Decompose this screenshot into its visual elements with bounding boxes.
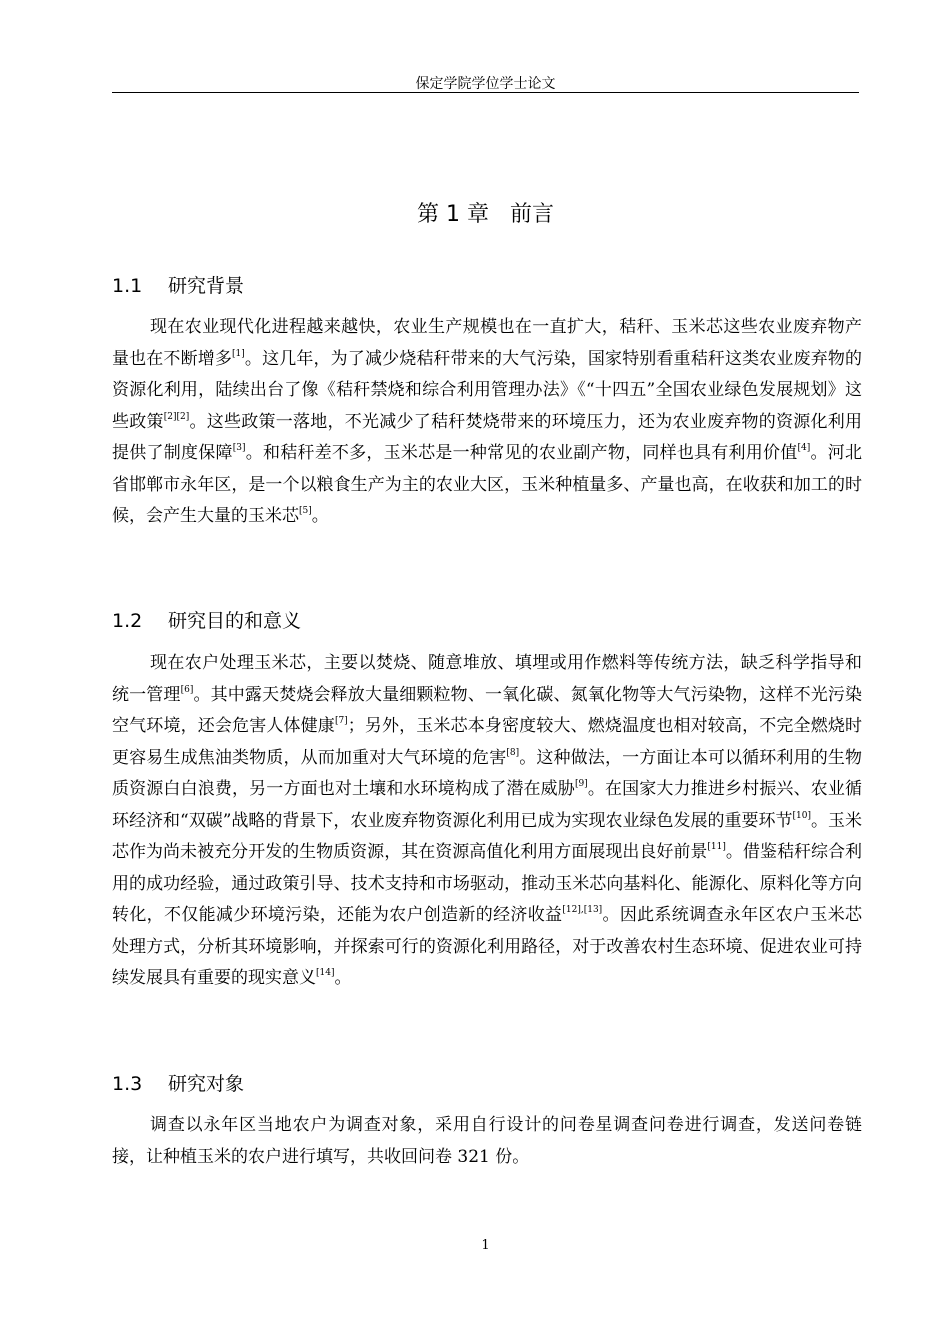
paragraph-text: 。和秸秆差不多，玉米芯是一种常见的农业副产物，同样也具有利用价值: [245, 443, 798, 463]
section-paragraph-1-1: [112, 312, 862, 533]
citation-ref: [4]: [797, 443, 811, 453]
section-heading-1-2: [112, 607, 301, 635]
paragraph-text: 。: [311, 506, 329, 526]
paragraph-text: 现在农户处理玉米芯，主要以焚烧、随意堆放、填埋或用作燃料等传统方法，缺乏科学指导和统一管理: [112, 653, 862, 705]
citation-ref: [2][2]: [163, 411, 190, 422]
section-title: 研究目的和意义: [168, 610, 302, 632]
section-number: 1.1: [112, 275, 143, 297]
citation-ref: [14]: [316, 968, 335, 978]
page-header: 保定学院学位学士论文: [415, 76, 556, 92]
paragraph-text: 调查以永年区当地农户为调查对象，采用自行设计的问卷星调查问卷进行调查，发送问卷链接，让种植玉米的农户进行填写，共收回问卷 321 份。: [112, 1115, 862, 1167]
chapter-title: [112, 198, 859, 232]
paragraph-text: 。这几年，为了减少烧秸秆带来的大气污染，国家特别看重秸秆这类农业废弃物的资源化利用，陆续出台了像《秸秆禁烧和综合利用管理办法》《“十四五”全国农业绿色发展规划》这些政策: [112, 348, 863, 432]
chapter-name: 前言: [509, 202, 554, 227]
section-heading-1-1: [112, 272, 244, 300]
section-paragraph-1-3: [112, 1110, 862, 1173]
paragraph-text: 。在国家大力推进乡村振兴、农业循环经济和“双碳”战略的背景下，农业废弃物资源化利用已成为实现农业绿色发展的重要环节: [112, 779, 863, 831]
page-number: 1: [481, 1238, 490, 1253]
citation-ref: [3]: [232, 443, 246, 453]
header-rule: [112, 92, 859, 93]
citation-ref: [9]: [574, 779, 588, 789]
citation-ref: [11]: [707, 842, 726, 852]
section-title: 研究背景: [168, 275, 245, 297]
paragraph-text: 。这些政策一落地，不光减少了秸秆焚烧带来的环境压力，还为农业废弃物的资源化利用提供了制度保障: [112, 411, 862, 463]
paragraph-text: 。河北省邯郸市永年区，是一个以粮食生产为主的农业大区，玉米种植量多、产量也高，在收获和加工的时候，会产生大量的玉米芯: [112, 443, 863, 526]
paragraph-text: 。借鉴秸秆综合利用的成功经验，通过政策引导、技术支持和市场驱动，推动玉米芯向基料化、能源化、原料化等方向转化，不仅能减少环境污染，还能为农户创造新的经济收益: [112, 842, 863, 925]
citation-ref: [6]: [180, 684, 194, 695]
citation-ref: [1]: [232, 348, 245, 359]
paragraph-text: 。因此系统调查永年区农户玉米芯处理方式，分析其环境影响，并探索可行的资源化利用路径，对于改善农村生态环境、促进农业可持续发展具有重要的现实意义: [112, 905, 863, 988]
paragraph-text: 。: [334, 968, 352, 988]
section-paragraph-1-2: [112, 648, 862, 995]
section-title: 研究对象: [168, 1073, 245, 1095]
citation-ref: [12],[13]: [562, 905, 603, 915]
paragraph-text: 。玉米芯作为尚未被充分开发的生物质资源，其在资源高值化利用方面展现出良好前景: [112, 810, 862, 862]
chapter-number: 第 1 章: [417, 202, 489, 227]
paragraph-text: 。其中露天焚烧会释放大量细颗粒物、一氧化碳、氮氧化物等大气污染物，这样不光污染空气环境，还会危害人体健康: [112, 684, 863, 736]
citation-ref: [10]: [792, 810, 811, 821]
paragraph-text: 现在农业现代化进程越来越快，农业生产规模也在一直扩大，秸秆、玉米芯这些农业废弃物产量也在不断增多: [112, 317, 862, 369]
section-number: 1.3: [112, 1073, 143, 1095]
section-heading-1-3: [112, 1070, 244, 1098]
citation-ref: [8]: [506, 747, 520, 758]
citation-ref: [5]: [299, 506, 312, 516]
section-number: 1.2: [112, 610, 143, 632]
paragraph-text: ；另外，玉米芯本身密度较大、燃烧温度也相对较高，不完全燃烧时更容易生成焦油类物质，从而加重对大气环境的危害: [112, 716, 863, 768]
citation-ref: [7]: [334, 716, 348, 726]
paragraph-text: 。这种做法，一方面让本可以循环利用的生物质资源白白浪费，另一方面也对土壤和水环境构成了潜在威胁: [112, 747, 862, 799]
